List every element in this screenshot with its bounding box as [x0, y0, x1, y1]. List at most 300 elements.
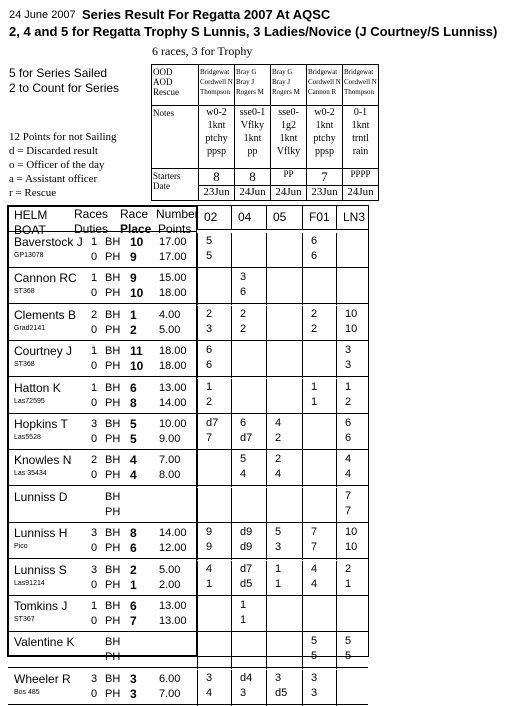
officers-label: OOD AOD Rescue	[152, 65, 199, 106]
boat-header: BOAT	[14, 223, 46, 237]
bh-label: BH	[105, 418, 121, 430]
table-row	[8, 379, 368, 415]
race-result-cell	[266, 306, 301, 342]
ph-points: 18.00	[159, 287, 187, 299]
race-result-bottom: 5	[311, 650, 318, 662]
bh-points: 6.00	[159, 673, 181, 685]
race-starters: 8	[235, 169, 271, 186]
race-result-top: 6	[311, 235, 318, 247]
boat-name: ST367	[14, 616, 35, 623]
race-result-top: 4	[311, 563, 318, 575]
helm-name: Clements B	[14, 308, 77, 322]
race-result-top: 3	[275, 672, 282, 684]
legend-item: 12 Points for not Sailing	[9, 131, 117, 143]
ph-label: PH	[105, 469, 121, 481]
race-result-top: 7	[311, 526, 318, 538]
bh-place: 5	[130, 417, 137, 431]
race-result-cell	[336, 233, 368, 269]
race-notes: 0-1 1knt trntl rain	[343, 106, 379, 169]
ph-points: 8.00	[159, 469, 181, 481]
race-result-top: 3	[240, 271, 247, 283]
race-result-cell	[231, 597, 266, 633]
race-result-top: d4	[240, 672, 253, 684]
ph-place: 7	[130, 614, 137, 628]
race-result-top: 4	[345, 453, 352, 465]
race-result-top: 4	[275, 417, 282, 429]
race-result-cell	[197, 269, 232, 305]
ph-place: 10	[130, 286, 144, 300]
race-result-cell	[266, 415, 301, 451]
race-date: 23Jun	[199, 186, 235, 201]
race-result-top: 2	[275, 453, 282, 465]
boat-name: Las5528	[14, 434, 41, 441]
race-result-cell	[197, 670, 232, 706]
duties-count: 0	[91, 615, 98, 627]
report-date: 24 June 2007	[9, 9, 76, 21]
header-divider	[197, 229, 368, 230]
race-result-cell	[302, 379, 337, 415]
ph-label: PH	[105, 542, 121, 554]
race-result-bottom: 7	[311, 541, 318, 553]
duties-count: 0	[91, 251, 98, 263]
race-result-cell	[266, 342, 301, 378]
bh-place: 8	[130, 526, 137, 540]
helm-name: Cannon RC	[14, 271, 77, 285]
bh-place: 2	[130, 563, 137, 577]
race-result-cell	[197, 379, 232, 415]
race-result-bottom: d7	[240, 432, 253, 444]
row-divider	[8, 485, 368, 486]
boat-name: Las72595	[14, 398, 45, 405]
ph-points: 14.00	[159, 397, 187, 409]
bh-label: BH	[105, 454, 121, 466]
race-result-top: 5	[240, 453, 247, 465]
race-result-bottom: 5	[345, 650, 352, 662]
race-notes: w0-2 1knt ptchy ppsp	[307, 106, 343, 169]
race-result-top: 6	[345, 417, 352, 429]
bh-points: 18.00	[159, 345, 187, 357]
ph-label: PH	[105, 433, 121, 445]
race-result-cell	[231, 633, 266, 669]
bh-label: BH	[105, 236, 121, 248]
ph-label: PH	[105, 615, 121, 627]
race-date: 23Jun	[307, 186, 343, 201]
bh-points: 10.00	[159, 418, 187, 430]
boat-name: Las91214	[14, 580, 45, 587]
boat-name: Grad2141	[14, 325, 46, 332]
duties-count: 0	[91, 579, 98, 591]
race-officers: Bridgewat Cordwell N Thompson	[343, 65, 379, 106]
starters-row	[152, 169, 379, 186]
table-row	[8, 233, 368, 269]
ph-label: PH	[105, 287, 121, 299]
legend	[9, 130, 117, 200]
ph-place: 8	[130, 396, 137, 410]
race-result-cell	[336, 670, 368, 706]
race-code-label: 04	[238, 210, 252, 224]
race-result-cell	[336, 597, 368, 633]
race-code-header	[197, 206, 232, 229]
race-result-top: 4	[206, 563, 213, 575]
race-result-cell	[197, 524, 232, 560]
table-row	[8, 597, 368, 633]
race-result-top: 3	[206, 672, 213, 684]
race-result-cell	[336, 524, 368, 560]
bh-place: 9	[130, 271, 137, 285]
race-result-top: d7	[206, 417, 219, 429]
helm-name: Lunniss H	[14, 526, 68, 540]
races-count: 1	[91, 600, 98, 612]
race-result-cell	[231, 233, 266, 269]
ph-place: 3	[130, 687, 137, 701]
row-divider	[8, 303, 368, 304]
ph-place: 10	[130, 359, 144, 373]
race-result-cell	[336, 342, 368, 378]
duties-count: 0	[91, 397, 98, 409]
duties-count: 0	[91, 542, 98, 554]
race-result-top: 1	[206, 381, 213, 393]
bh-label: BH	[105, 600, 121, 612]
race-result-cell	[302, 415, 337, 451]
race-result-bottom: 3	[275, 541, 282, 553]
race-result-top: 1	[311, 381, 318, 393]
helm-name: Tomkins J	[14, 599, 68, 613]
race-result-top: 3	[345, 344, 352, 356]
race-result-cell	[336, 306, 368, 342]
row-divider	[8, 704, 368, 705]
race-result-top: 9	[206, 526, 213, 538]
ph-points: 2.00	[159, 579, 181, 591]
race-result-cell	[266, 670, 301, 706]
bh-label: BH	[105, 527, 121, 539]
races-count: 3	[91, 527, 98, 539]
table-row	[8, 269, 368, 305]
race-result-bottom: 7	[345, 505, 352, 517]
race-result-cell	[197, 342, 232, 378]
ph-label: PH	[105, 360, 121, 372]
race-result-bottom: 2	[275, 432, 282, 444]
notes-row	[152, 106, 379, 169]
race-result-cell	[266, 633, 301, 669]
race-result-cell	[197, 415, 232, 451]
ph-points: 18.00	[159, 360, 187, 372]
race-code-label: 02	[204, 210, 218, 224]
race-result-cell	[266, 233, 301, 269]
race-result-cell	[231, 269, 266, 305]
race-notes: sse0- 1g2 1knt Vflky	[271, 106, 307, 169]
ph-place: 4	[130, 468, 137, 482]
report-title: Series Result For Regatta 2007 At AQSC	[82, 7, 331, 22]
notes-label: Notes	[152, 106, 199, 169]
bh-label: BH	[105, 564, 121, 576]
races-count: 1	[91, 382, 98, 394]
duties-count: 0	[91, 469, 98, 481]
bh-place: 6	[130, 599, 137, 613]
race-result-bottom: 1	[240, 614, 247, 626]
race-date: 24Jun	[271, 186, 307, 201]
starters-label: Starters Date	[152, 169, 199, 201]
race-result-cell	[336, 379, 368, 415]
bh-label: BH	[105, 345, 121, 357]
race-result-bottom: 4	[206, 687, 213, 699]
race-code-header	[266, 206, 301, 229]
race-result-bottom: 3	[345, 359, 352, 371]
ph-label: PH	[105, 651, 121, 663]
race-result-cell	[266, 488, 301, 524]
ph-place: 1	[130, 578, 137, 592]
race-result-cell	[302, 306, 337, 342]
race-result-top: 1	[345, 381, 352, 393]
race-result-cell	[266, 561, 301, 597]
race-result-cell	[302, 524, 337, 560]
boat-name: Pico	[14, 543, 28, 550]
duties-count: 0	[91, 360, 98, 372]
race-result-cell	[197, 561, 232, 597]
row-divider	[8, 267, 368, 268]
bh-label: BH	[105, 673, 121, 685]
race-starters: PP	[271, 169, 307, 186]
race-result-bottom: 6	[206, 359, 213, 371]
race-result-top: 5	[206, 235, 213, 247]
row-divider	[8, 522, 368, 523]
race-result-bottom: 4	[240, 468, 247, 480]
bh-place: 1	[130, 308, 137, 322]
race-result-cell	[231, 379, 266, 415]
bh-points: 5.00	[159, 564, 181, 576]
table-row	[8, 633, 368, 669]
boat-name: Las 35434	[14, 470, 47, 477]
table-row	[8, 342, 368, 378]
legend-item: o = Officer of the day	[9, 159, 105, 171]
legend-item: a = Assistant officer	[9, 173, 98, 185]
series-note-line: 2 to Count for Series	[9, 81, 120, 95]
helm-name: Baverstock J	[14, 235, 83, 249]
bh-label: BH	[105, 309, 121, 321]
race-result-bottom: 1	[206, 578, 213, 590]
race-code-label: F01	[309, 210, 330, 224]
race-result-cell	[197, 451, 232, 487]
race-header: Race	[120, 207, 149, 221]
ph-points: 17.00	[159, 251, 187, 263]
race-result-top: 5	[345, 635, 352, 647]
race-result-cell	[231, 451, 266, 487]
helm-name: Knowles N	[14, 453, 72, 467]
race-result-cell	[231, 415, 266, 451]
table-row	[8, 524, 368, 560]
race-result-bottom: 4	[345, 468, 352, 480]
race-result-cell	[336, 488, 368, 524]
helm-name: Valentine K	[14, 635, 75, 649]
races-note: 6 races, 3 for Trophy	[152, 44, 253, 58]
race-result-cell	[266, 597, 301, 633]
race-officers: Bridgewat Cordwell N Cannon R	[307, 65, 343, 106]
race-result-bottom: 10	[345, 541, 358, 553]
race-result-cell	[266, 524, 301, 560]
race-result-bottom: d5	[275, 687, 288, 699]
ph-points: 9.00	[159, 433, 181, 445]
race-result-cell	[197, 306, 232, 342]
header-divider-left	[8, 231, 197, 232]
race-result-cell	[302, 488, 337, 524]
duties-header: Duties	[74, 222, 109, 236]
boat-name: GP13078	[14, 252, 44, 259]
race-result-bottom: 1	[311, 396, 318, 408]
bh-points: 14.00	[159, 527, 187, 539]
race-result-cell	[302, 670, 337, 706]
ph-place: 9	[130, 250, 137, 264]
races-header: Races	[74, 207, 109, 221]
officers-row	[152, 65, 379, 106]
race-officers: Bridgewat Cordwell N Thompson	[199, 65, 235, 106]
series-note-line: 5 for Series Sailed	[9, 66, 108, 80]
race-result-bottom: 3	[311, 687, 318, 699]
bh-label: BH	[105, 636, 121, 648]
row-divider	[8, 667, 368, 668]
race-result-bottom: 3	[206, 323, 213, 335]
legend-item: d = Discarded result	[9, 145, 98, 157]
bh-points: 13.00	[159, 382, 187, 394]
race-result-cell	[197, 233, 232, 269]
bh-label: BH	[105, 272, 121, 284]
races-count: 2	[91, 454, 98, 466]
race-result-bottom: 10	[345, 323, 358, 335]
row-divider	[8, 340, 368, 341]
row-divider	[8, 595, 368, 596]
race-result-bottom: 2	[311, 323, 318, 335]
race-result-cell	[266, 269, 301, 305]
duties-count: 0	[91, 433, 98, 445]
duties-count: 0	[91, 324, 98, 336]
races-count: 3	[91, 564, 98, 576]
race-date: 24Jun	[235, 186, 271, 201]
races-count: 3	[91, 418, 98, 430]
race-notes: sse0-1 Vflky 1knt pp	[235, 106, 271, 169]
race-result-cell	[302, 597, 337, 633]
bh-points: 4.00	[159, 309, 181, 321]
ph-label: PH	[105, 506, 121, 518]
bh-place: 3	[130, 672, 137, 686]
table-row	[8, 488, 368, 524]
race-result-top: 10	[345, 308, 358, 320]
bh-points: 17.00	[159, 236, 187, 248]
ph-place: 5	[130, 432, 137, 446]
row-divider	[8, 449, 368, 450]
helm-name: Lunniss D	[14, 490, 68, 504]
boat-name: Bos 485	[14, 689, 40, 696]
results-table	[7, 205, 369, 701]
bh-place: 4	[130, 453, 137, 467]
race-result-cell	[197, 597, 232, 633]
race-result-cell	[231, 488, 266, 524]
races-count: 3	[91, 673, 98, 685]
place-header: Place	[120, 222, 152, 236]
helm-name: Wheeler R	[14, 672, 71, 686]
helm-header: HELM	[14, 208, 48, 222]
race-result-cell	[231, 524, 266, 560]
race-code-header	[231, 206, 266, 229]
race-starters: PPPP	[343, 169, 379, 186]
race-result-bottom: 6	[345, 432, 352, 444]
table-row	[8, 670, 368, 706]
table-row	[8, 451, 368, 487]
row-divider	[8, 631, 368, 632]
ph-points: 7.00	[159, 688, 181, 700]
race-code-header	[302, 206, 337, 229]
race-result-cell	[302, 233, 337, 269]
number-header: Number	[156, 207, 199, 221]
table-row	[8, 306, 368, 342]
race-result-cell	[231, 670, 266, 706]
race-result-cell	[302, 451, 337, 487]
races-count: 1	[91, 345, 98, 357]
race-result-cell	[266, 379, 301, 415]
race-result-cell	[336, 561, 368, 597]
race-date: 24Jun	[343, 186, 379, 201]
bh-points: 13.00	[159, 600, 187, 612]
race-result-cell	[336, 269, 368, 305]
helm-name: Hopkins T	[14, 417, 68, 431]
race-result-top: 3	[311, 672, 318, 684]
race-result-top: 10	[345, 526, 358, 538]
race-result-top: d9	[240, 526, 253, 538]
race-notes: w0-2 1knt ptchy ppsp	[199, 106, 235, 169]
race-starters: 8	[199, 169, 235, 186]
duties-count: 0	[91, 688, 98, 700]
helm-name: Courtney J	[14, 344, 73, 358]
race-result-cell	[197, 633, 232, 669]
race-result-top: 2	[240, 308, 247, 320]
race-result-cell	[302, 269, 337, 305]
race-result-bottom: d5	[240, 578, 253, 590]
table-row	[8, 561, 368, 597]
race-result-top: 5	[311, 635, 318, 647]
race-result-top: 7	[345, 490, 352, 502]
race-code-label: LN3	[343, 210, 366, 224]
race-officers: Bray G Bray J Rogers M	[271, 65, 307, 106]
races-count: 1	[91, 236, 98, 248]
race-result-bottom: 2	[206, 396, 213, 408]
race-result-top: 1	[275, 563, 282, 575]
race-result-cell	[231, 342, 266, 378]
ph-label: PH	[105, 397, 121, 409]
ph-label: PH	[105, 579, 121, 591]
helm-name: Hatton K	[14, 381, 61, 395]
race-result-bottom: 1	[345, 578, 352, 590]
row-divider	[8, 558, 368, 559]
race-result-bottom: d9	[240, 541, 253, 553]
race-result-cell	[266, 451, 301, 487]
race-result-bottom: 2	[345, 396, 352, 408]
bh-points: 15.00	[159, 272, 187, 284]
race-result-cell	[231, 306, 266, 342]
duties-count: 0	[91, 287, 98, 299]
boat-name: ST368	[14, 288, 35, 295]
race-starters: 7	[307, 169, 343, 186]
bh-place: 6	[130, 381, 137, 395]
bh-label: BH	[105, 491, 121, 503]
race-result-cell	[302, 342, 337, 378]
race-result-top: 6	[206, 344, 213, 356]
race-result-bottom: 3	[240, 687, 247, 699]
race-result-top: 2	[311, 308, 318, 320]
race-code-label: 05	[273, 210, 287, 224]
ph-place: 6	[130, 541, 137, 555]
races-count: 2	[91, 309, 98, 321]
race-result-top: 5	[275, 526, 282, 538]
race-result-cell	[197, 488, 232, 524]
race-code-header	[336, 206, 368, 229]
report-subtitle: 2, 4 and 5 for Regatta Trophy S Lunnis, 3 Ladies/Novice (J Courtney/S Lunniss)	[9, 24, 498, 39]
